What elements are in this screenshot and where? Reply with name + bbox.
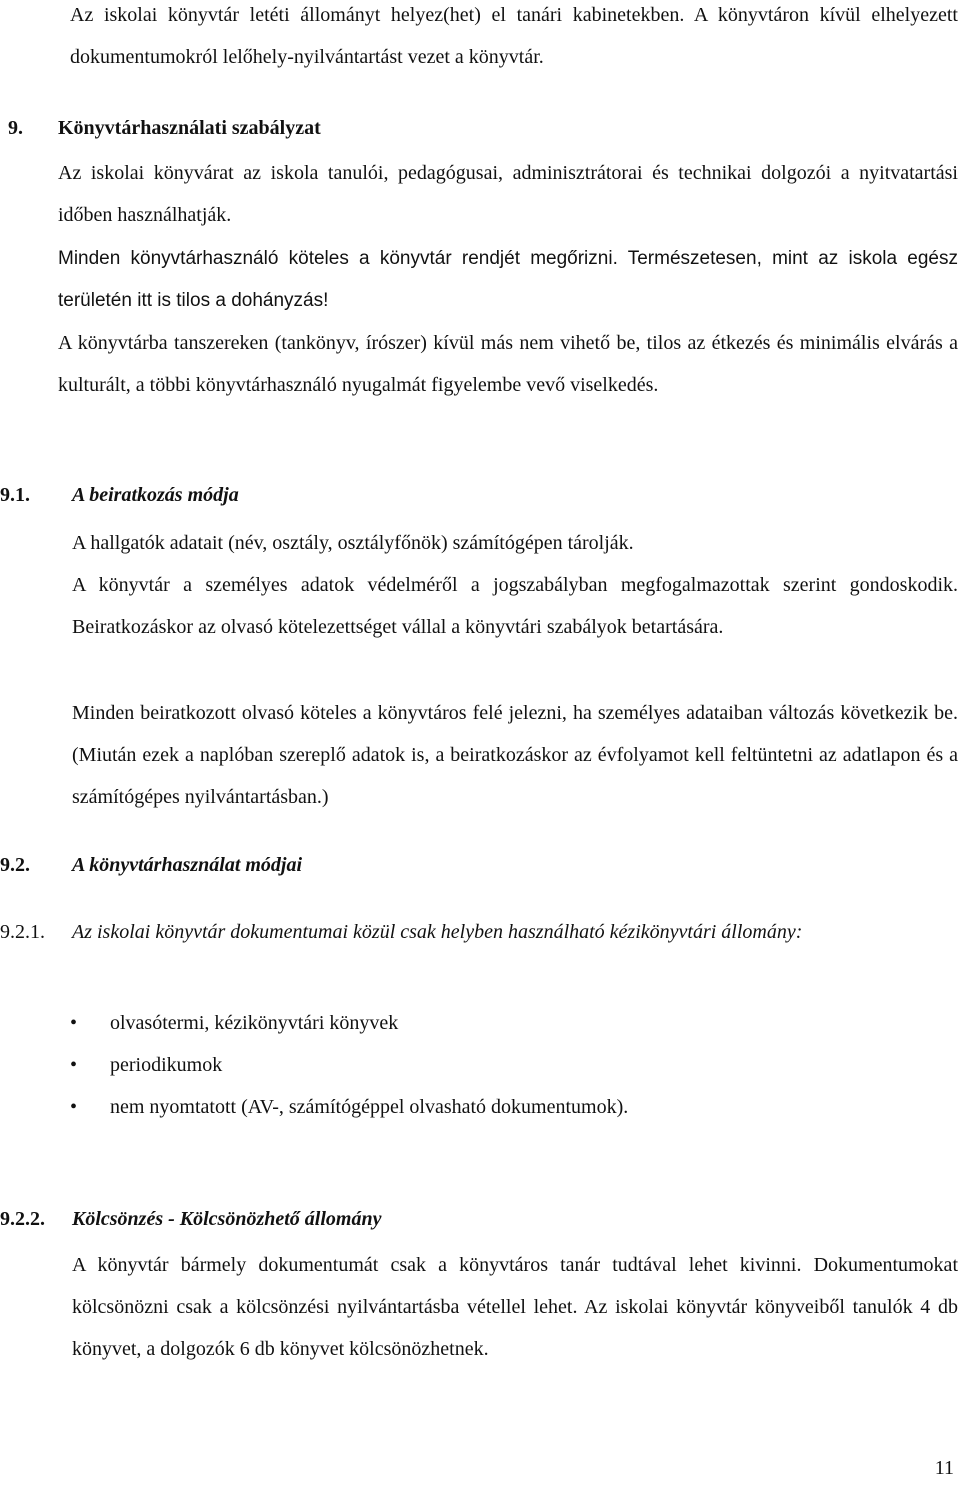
list-item-text: nem nyomtatott (AV-, számítógéppel olvasható dokumentumok). (110, 1096, 629, 1118)
holdings-list (70, 1002, 628, 1128)
section-number: 9.2.1. (0, 921, 45, 943)
section-number: 9. (8, 117, 23, 139)
section-title: Az iskolai könyvtár dokumentumai közül csak helyben használható kézikönyvtári állomány: (72, 921, 803, 943)
section-title: A könyvtárhasználat módjai (72, 854, 303, 876)
section-9-2-2-paragraph: A könyvtár bármely dokumentumát csak a könyvtáros tanár tudtával lehet kivinni. Dokumentumokat kölcsönözni csak a kölcsönzési nyilvántartásba vétellel lehet. Az iskolai könyvtár könyveiből tanulók 4 db könyvet, a dolgozók 6 db könyvet kölcsönözhetnek. (72, 1254, 958, 1360)
bullet-marker: • (70, 1096, 78, 1118)
section-9-paragraph-1: Az iskolai könyvárat az iskola tanulói, pedagógusai, adminisztrátorai és technikai dolgozói a nyitvatartási időben használhatják. (58, 162, 958, 226)
section-9-1-paragraph-3: Minden beiratkozott olvasó köteles a könyvtáros felé jelezni, ha személyes adataiban változás következik be. (Miután ezek a naplóban szereplő adatok is, a beiratkozáskor az évfolyamot kell feltüntetni az adatlapon és a számítógépes nyilvántartásban.) (72, 702, 958, 808)
section-title: Könyvtárhasználati szabályzat (58, 117, 321, 139)
section-9-1-paragraph-1: A hallgatók adatait (név, osztály, osztályfőnök) számítógépen tárolják. (72, 532, 634, 554)
list-item-text: olvasótermi, kézikönyvtári könyvek (110, 1012, 399, 1034)
list-item (70, 1002, 628, 1044)
bullet-marker: • (70, 1054, 78, 1076)
section-title: Kölcsönzés - Kölcsönözhető állomány (72, 1208, 382, 1230)
intro-paragraph: Az iskolai könyvtár letéti állományt helyez(het) el tanári kabinetekben. A könyvtáron kívül elhelyezett dokumentumokról lelőhely-nyilvántartást vezet a könyvtár. (70, 4, 958, 68)
list-item (70, 1044, 628, 1086)
bullet-marker: • (70, 1012, 78, 1034)
section-title: A beiratkozás módja (72, 484, 239, 506)
section-9-paragraph-3: A könyvtárba tanszereken (tankönyv, írószer) kívül más nem vihető be, tilos az étkezés és minimális elvárás a kulturált, a többi könyvtárhasználó nyugalmát figyelembe vevő viselkedés. (58, 332, 958, 396)
section-number: 9.2. (0, 854, 30, 876)
page-number: 11 (934, 1457, 954, 1479)
list-item (70, 1086, 628, 1128)
section-9-1-paragraph-2: A könyvtár a személyes adatok védelméről a jogszabályban megfogalmazottak szerint gondoskodik. Beiratkozáskor az olvasó kötelezettséget vállal a könyvtári szabályok betartására. (72, 574, 958, 638)
list-item-text: periodikumok (110, 1054, 223, 1076)
section-number: 9.1. (0, 484, 30, 506)
section-9-paragraph-2: Minden könyvtárhasználó köteles a könyvtár rendjét megőrizni. Természetesen, mint az iskola egész területén itt is tilos a dohányzás! (58, 248, 958, 311)
section-number: 9.2.2. (0, 1208, 45, 1230)
